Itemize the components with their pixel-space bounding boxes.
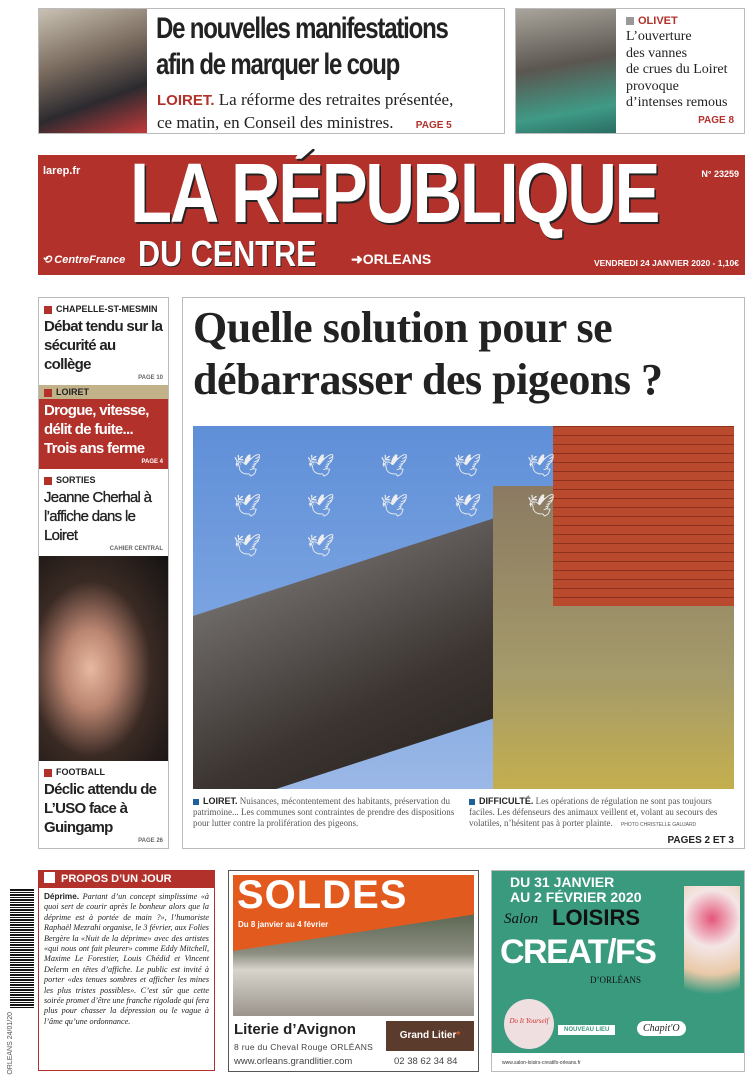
protest-photo <box>39 9 147 133</box>
group-name: CentreFrance <box>54 254 126 266</box>
page-ref: PAGE 8 <box>698 115 734 126</box>
site-url[interactable]: larep.fr <box>43 165 81 177</box>
teaser-kicker: OLIVET <box>638 15 678 27</box>
sidebar-item[interactable] <box>39 385 168 469</box>
store-url[interactable]: www.orleans.grandlitier.com <box>234 1056 353 1067</box>
teaser-line: d’intenses remous <box>626 95 728 110</box>
page-ref: PAGE 26 <box>138 838 163 844</box>
barcode-date: 24/01/20 <box>7 1012 14 1040</box>
square-icon <box>44 872 55 883</box>
ad-loisirs: LOISIRS <box>552 905 641 930</box>
kicker-square <box>469 799 475 805</box>
teaser-line: L’ouverture <box>626 29 692 44</box>
store-name: Literie d’Avignon <box>234 1021 356 1038</box>
headline-line: afin de marquer le coup <box>156 48 400 81</box>
sidebar-title: Déclic attendu de L’USO face à Guingamp <box>44 781 157 836</box>
propos-header <box>39 871 214 888</box>
propos-box[interactable] <box>38 870 215 1071</box>
brand-name: Grand Litier <box>399 1030 457 1041</box>
pigeons-photo <box>193 426 734 789</box>
caption-kicker: DIFFICULTÉ. <box>479 796 534 806</box>
issue-number: N° 23259 <box>701 169 739 179</box>
page-ref: PAGE 10 <box>138 375 163 381</box>
ad-salon: Salon <box>504 911 539 927</box>
teaser-manifestations[interactable] <box>38 8 505 134</box>
soldes-dates: Du 8 janvier au 4 février <box>238 920 329 929</box>
sidebar-item[interactable] <box>39 761 168 848</box>
ad-footer <box>492 1053 744 1072</box>
ad-date-line: AU 2 FÉVRIER 2020 <box>510 889 642 905</box>
barcode-edition: ORLEANS <box>7 1041 14 1075</box>
ad-grand-litier[interactable] <box>228 870 479 1072</box>
main-story[interactable] <box>182 297 745 849</box>
grand-litier-logo: Grand Litier* <box>386 1021 474 1051</box>
kicker-square <box>44 769 52 777</box>
caption-right <box>469 796 735 831</box>
model-photo <box>684 886 740 1016</box>
page-ref: PAGES 2 ET 3 <box>667 835 734 846</box>
propos-lead: Déprime. <box>44 892 80 901</box>
teaser-line: provoque <box>626 78 679 94</box>
kicker: SORTIES <box>56 475 96 485</box>
caption-left <box>193 796 455 829</box>
ad-dates <box>510 875 642 905</box>
kicker-square <box>44 306 52 314</box>
date-price: VENDREDI 24 JANVIER 2020 - 1,10€ <box>593 258 739 268</box>
olivet-photo <box>516 9 616 133</box>
headline-line: Quelle solution pour se <box>193 303 613 352</box>
headline-line: De nouvelles manifestations <box>156 12 448 45</box>
caption-text: Les opérations de régulation ne sont pas toujours faciles. Les défenseurs des animaux veillent et, volant au secours des volatiles, n’hésitent pas à porter plainte. <box>469 796 718 828</box>
new-venue-label: NOUVEAU LIEU <box>558 1025 615 1035</box>
store-address: 8 rue du Cheval Rouge ORLÉANS <box>234 1042 374 1052</box>
kicker: LOIRET <box>56 387 89 397</box>
caption-kicker: LOIRET. <box>203 796 238 806</box>
sidebar <box>38 297 169 849</box>
arrow-icon: ➜ <box>351 251 363 267</box>
kicker-square <box>44 389 52 397</box>
propos-title: PROPOS D’UN JOUR <box>61 873 172 885</box>
headline-line: débarrasser des pigeons ? <box>193 355 663 404</box>
sidebar-item[interactable] <box>39 469 168 556</box>
sidebar-item[interactable] <box>39 298 168 385</box>
teaser-text: La réforme des retraites présentée, <box>218 90 454 109</box>
main-headline <box>193 302 662 406</box>
propos-text: Partant d’un concept simplissime «à quoi sert de courir après le bonheur alors que la déprime est à portée de main ?», l’humoriste Raphaël Mezrahi organise, le 3 février, aux Folies Bergère la «Nuit de la déprime» avec des artistes «qui nous ont fait pleurer» comme Eddy Mitchell, Maxime Le Forestier, Louis Chédid et Vincent Delerm en têtes d’affiche. Le public est invité à porter «des tenues sombres et afficher les mines les plus tristes possibles». C’est sûr que cette soirée promet d’être une franche rigolade qui fera plus pour chasser la dépression ou le vague à l’âme qu’une ordonnance. <box>44 892 210 1026</box>
teaser-text <box>626 29 727 112</box>
newspaper-subtitle: DU CENTRE <box>138 233 317 274</box>
pigeon-birds: 🕊 🕊 🕊 🕊 🕊 🕊 🕊 🕊 🕊 🕊 🕊 🕊 <box>233 453 575 558</box>
newspaper-title: LA RÉPUBLIQUE <box>130 146 659 240</box>
teaser-olivet[interactable] <box>515 8 745 134</box>
teaser-kicker: LOIRET. <box>157 92 215 109</box>
venue-logo: Chapit'O <box>637 1021 686 1036</box>
kicker: FOOTBALL <box>56 767 105 777</box>
edition-name: ORLEANS <box>362 251 432 267</box>
caption-text: Nuisances, mécontentement des habitants, préservation du patrimoine... Les communes sont contraintes de prendre des dispositions pour lutter contre la prolifération des pigeons. <box>193 796 455 828</box>
ad-loisirs-creatifs[interactable] <box>491 870 745 1072</box>
teaser-headline <box>156 11 448 83</box>
page-ref: PAGE 4 <box>141 459 163 465</box>
store-phone: 02 38 62 34 84 <box>394 1056 458 1067</box>
page-ref: CAHIER CENTRAL <box>109 546 163 552</box>
sidebar-title: Débat tendu sur la sécurité au collège <box>44 318 163 373</box>
barcode <box>10 888 34 1008</box>
soldes-title: SOLDES <box>237 873 408 917</box>
diy-badge: Do It Yourself <box>504 999 554 1049</box>
ad-city: D’ORLÉANS <box>590 975 641 985</box>
ad-date-line: DU 31 JANVIER <box>510 874 615 890</box>
photo-credit: PHOTO CHRISTELLE GAUJARD <box>620 822 697 828</box>
page-ref: PAGE 5 <box>415 120 452 131</box>
kicker-square <box>44 477 52 485</box>
kicker: CHAPELLE-ST-MESMIN <box>56 304 158 314</box>
teaser-line: de crues du Loiret <box>626 62 728 77</box>
teaser-text: ce matin, en Conseil des ministres. <box>157 113 394 132</box>
centrefrance-logo: ⟲ CentreFrance <box>42 254 126 266</box>
kicker-square <box>193 799 199 805</box>
sidebar-title: Drogue, vitesse, délit de fuite... Trois ans ferme <box>44 402 149 457</box>
ad-url[interactable]: www.salon-loisirs-creatifs-orleans.fr <box>502 1060 581 1066</box>
ad-creatifs: CREAT/FS <box>500 933 656 971</box>
masthead <box>38 146 745 275</box>
barcode-label <box>6 1012 15 1075</box>
kicker-square <box>626 17 634 25</box>
singer-photo <box>39 556 168 761</box>
sidebar-title: Jeanne Cherhal à l’affiche dans le Loiret <box>44 489 152 544</box>
edition <box>351 251 431 268</box>
teaser-line: des vannes <box>626 45 688 61</box>
